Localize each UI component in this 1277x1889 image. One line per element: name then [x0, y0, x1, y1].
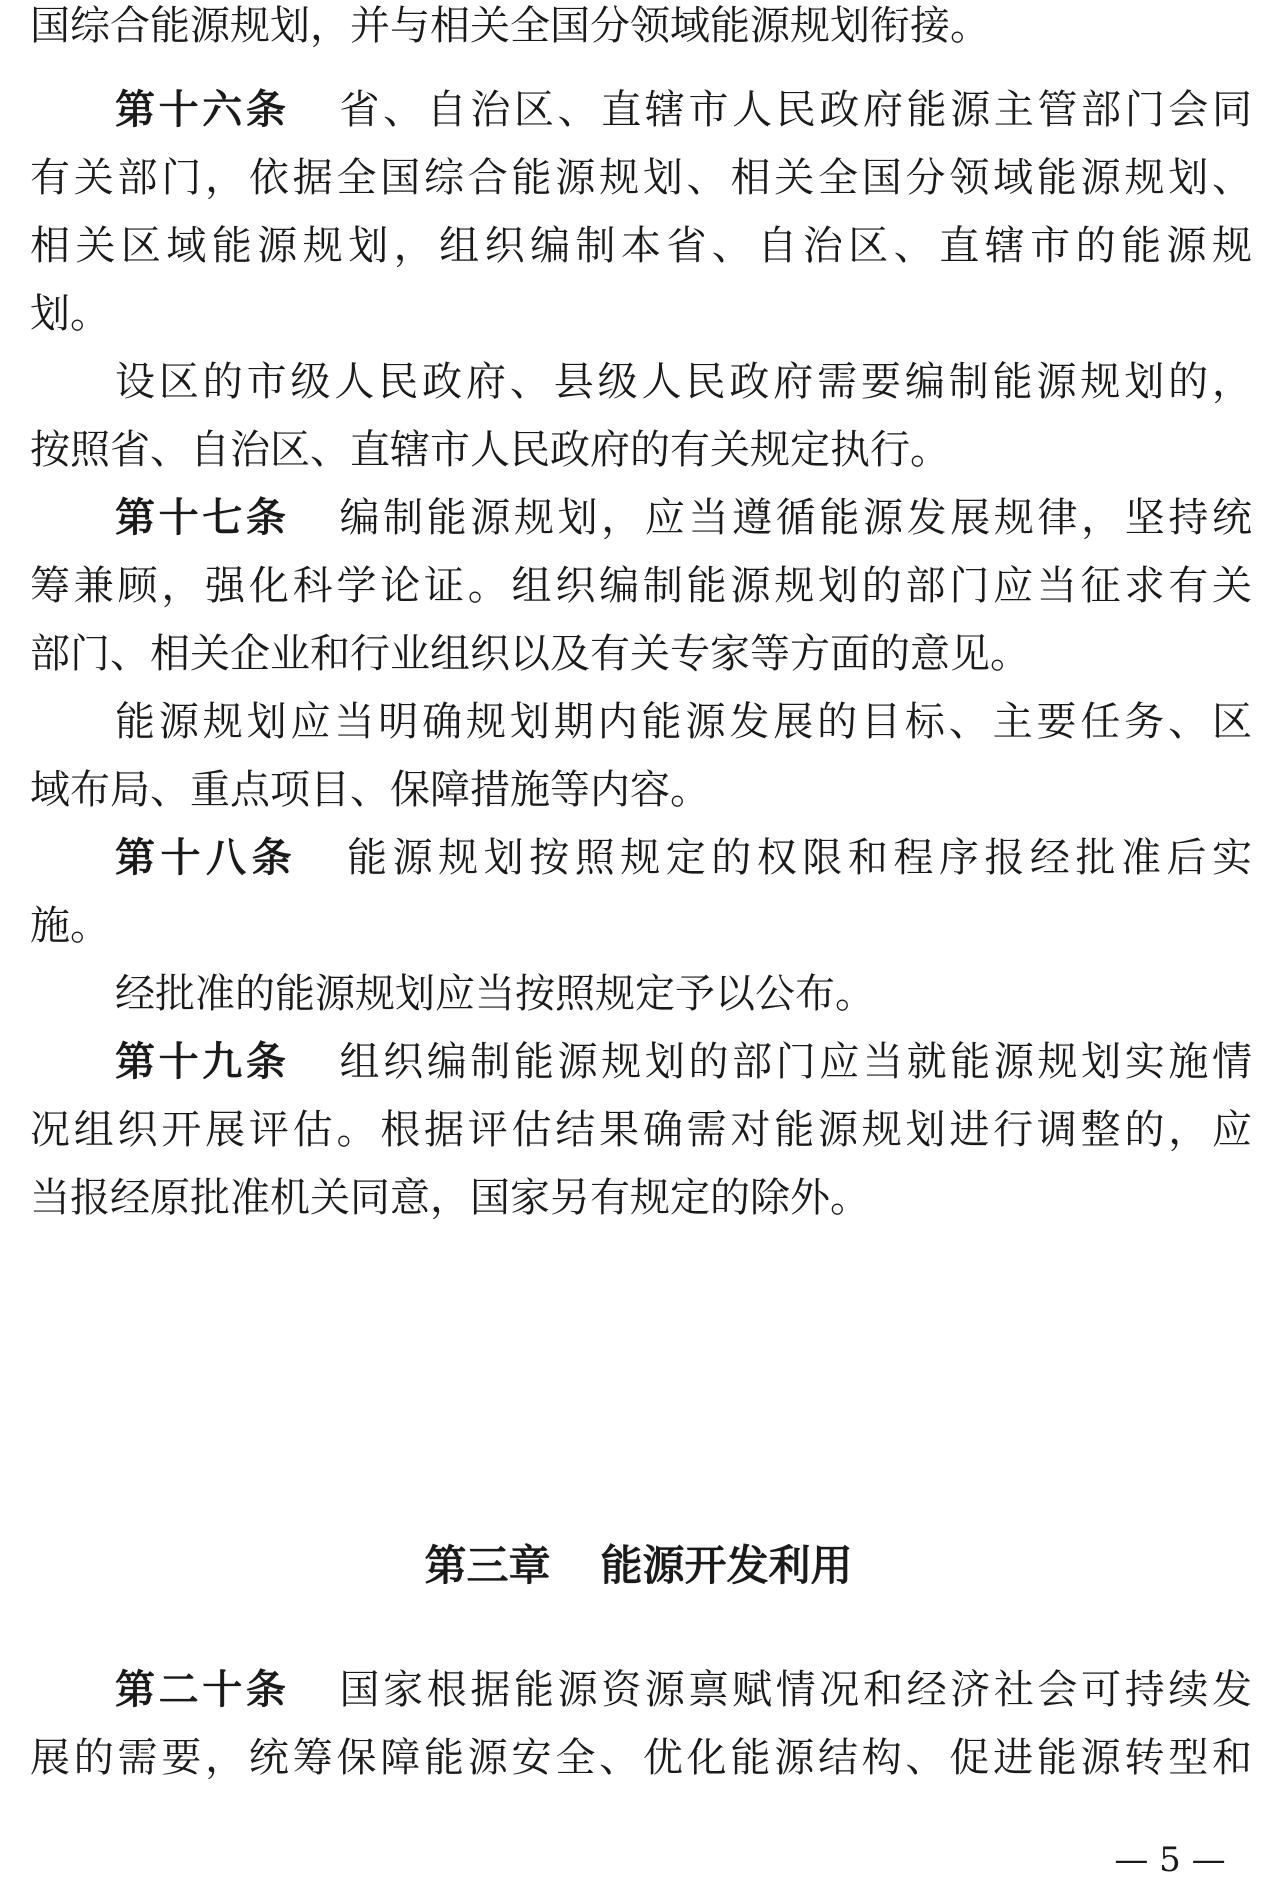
article-text: 组织编制能源规划的部门应当就能源规划实施情 [339, 1039, 1252, 1085]
article-text: 编制能源规划，应当遵循能源发展规律，坚持统 [339, 495, 1252, 541]
text-line: 有关部门，依据全国综合能源规划、相关全国分领域能源规划、 [30, 155, 1252, 201]
article-number: 第二十条 [115, 1667, 290, 1713]
article-19-line-1 [115, 1036, 1252, 1088]
text-line: 筹兼顾，强化科学论证。组织编制能源规划的部门应当征求有关 [30, 563, 1252, 609]
article-20-line-1 [115, 1664, 1252, 1716]
text-line: 展的需要，统筹保障能源安全、优化能源结构、促进能源转型和 [30, 1735, 1252, 1781]
chapter-heading [0, 1538, 1277, 1594]
text-line: 域布局、重点项目、保障措施等内容。 [30, 767, 710, 813]
text-line: 设区的市级人民政府、县级人民政府需要编制能源规划的， [115, 359, 1252, 405]
article-18-line-1 [115, 832, 1252, 884]
article-number: 第十八条 [115, 835, 298, 881]
article-number: 第十七条 [115, 495, 290, 541]
page-number: — 5 — [1114, 1840, 1226, 1880]
text-line: 况组织开展评估。根据评估结果确需对能源规划进行调整的，应 [30, 1107, 1252, 1153]
text-line: 划。 [30, 291, 110, 337]
article-number: 第十六条 [115, 87, 290, 133]
text-line: 当报经原批准机关同意，国家另有规定的除外。 [30, 1175, 870, 1221]
article-text: 能源规划按照规定的权限和程序报经批准后实 [347, 835, 1252, 881]
text-line: 相关区域能源规划，组织编制本省、自治区、直辖市的能源规 [30, 223, 1252, 269]
article-17-line-1 [115, 492, 1252, 544]
article-16-line-1 [115, 84, 1252, 136]
text-line: 经批准的能源规划应当按照规定予以公布。 [115, 971, 875, 1017]
article-text: 国家根据能源资源禀赋情况和经济社会可持续发 [339, 1667, 1252, 1713]
chapter-title: 能源开发利用 [600, 1541, 853, 1590]
article-text: 省、自治区、直辖市人民政府能源主管部门会同 [339, 87, 1252, 133]
chapter-number: 第三章 [424, 1541, 551, 1590]
text-line: 部门、相关企业和行业组织以及有关专家等方面的意见。 [30, 631, 1030, 677]
text-line: 按照省、自治区、直辖市人民政府的有关规定执行。 [30, 427, 950, 473]
article-number: 第十九条 [115, 1039, 290, 1085]
text-line: 施。 [30, 903, 110, 949]
text-line: 能源规划应当明确规划期内能源发展的目标、主要任务、区 [115, 699, 1252, 745]
text-line: 国综合能源规划，并与相关全国分领域能源规划衔接。 [30, 3, 990, 49]
